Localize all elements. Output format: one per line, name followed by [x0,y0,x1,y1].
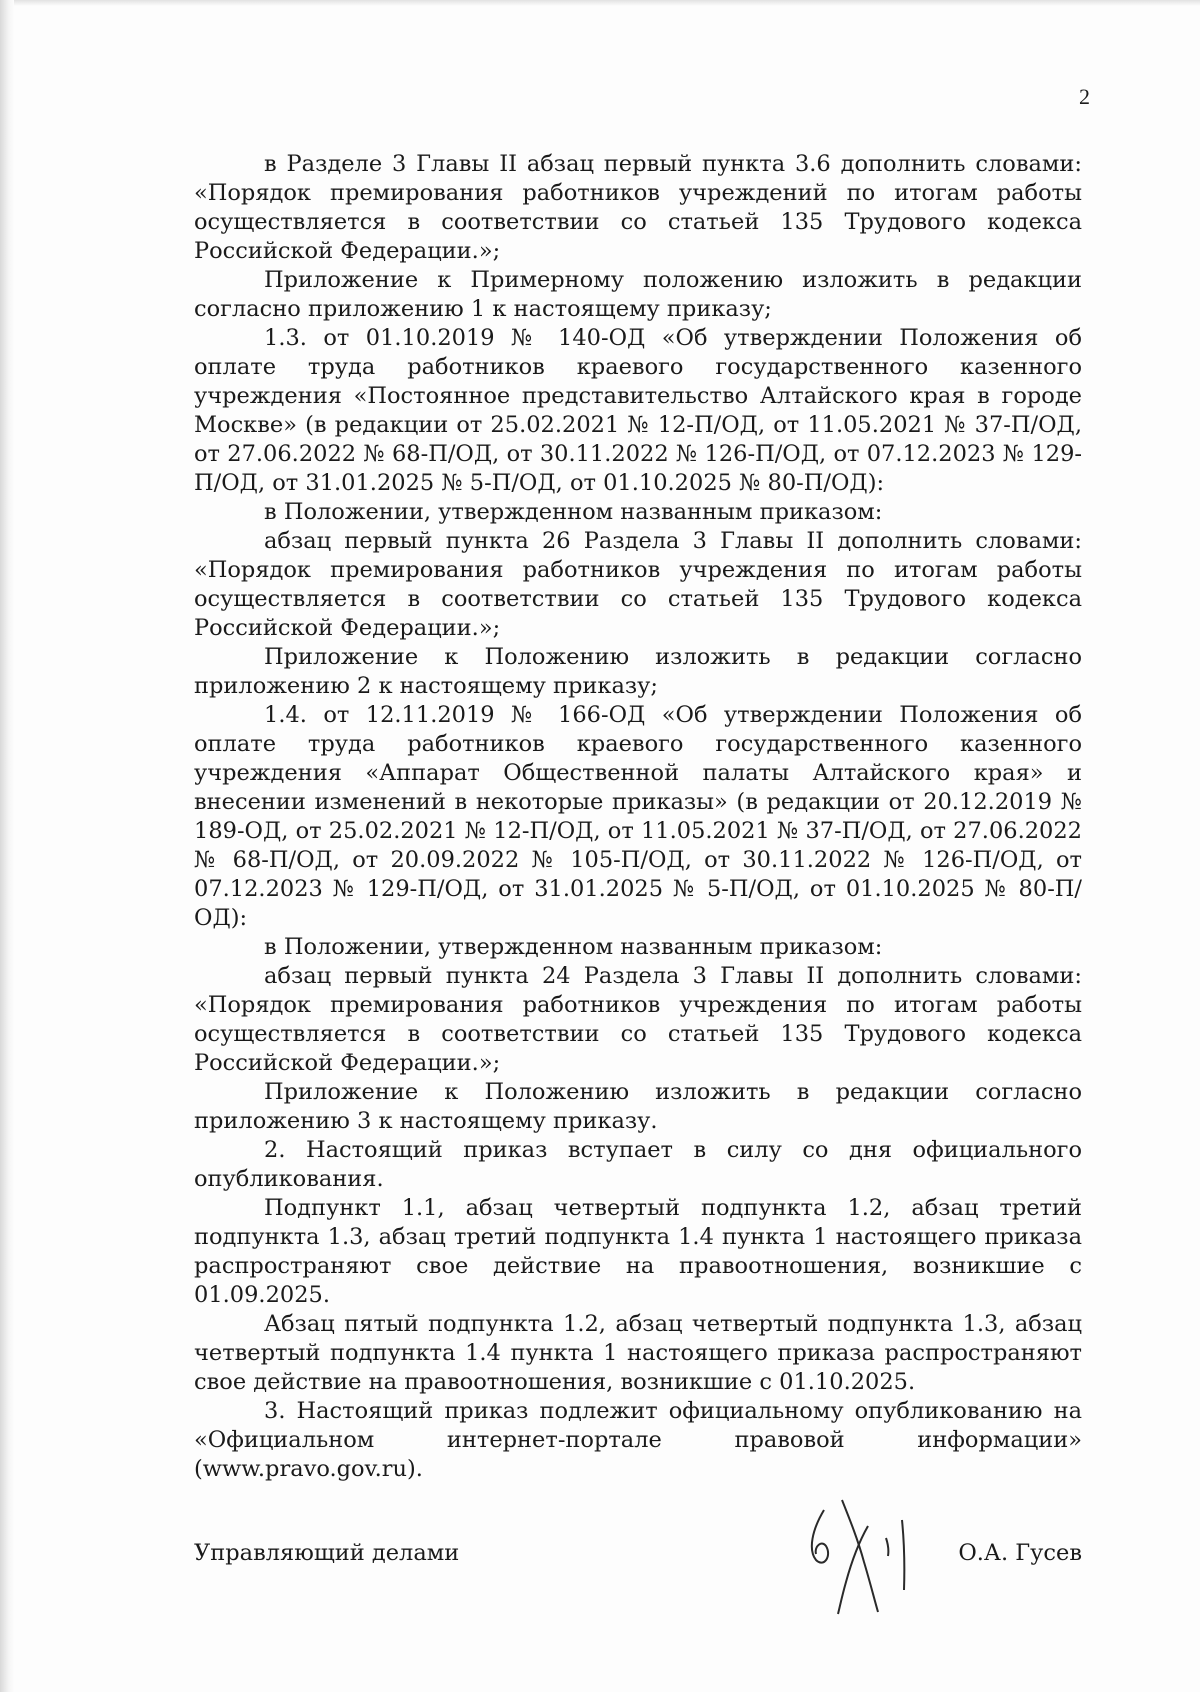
paragraph: Приложение к Положению изложить в редакции согласно приложению 3 к настоящему приказу. [194,1079,1082,1134]
paragraph: абзац первый пункта 24 Раздела 3 Главы II дополнить словами: «Порядок премирования работников учреждения по итогам работы осуществляется в соответствии со статьей 135 Трудового кодекса Российской Федерации.»; [194,963,1082,1076]
handwritten-signature [794,1490,924,1620]
paragraph: Абзац пятый подпункта 1.2, абзац четвертый подпункта 1.3, абзац четвертый подпункта 1.4 пункта 1 настоящего приказа распространяют свое действие на правоотношения, возникшие с 01.10.2025. [194,1311,1082,1395]
paragraph: 1.4. от 12.11.2019 № 166-ОД «Об утверждении Положения об оплате труда работников краевого государственного казенного учреждения «Аппарат Общественной палаты Алтайского края» и внесении изменений в некоторые приказы» (в редакции от 20.12.2019 № 189-ОД, от 25.02.2021 № 12-П/ОД, от 11.05.2021 № 37-П/ОД, от 27.06.2022 № 68-П/ОД, от 20.09.2022 № 105-П/ОД, от 30.11.2022 № 126-П/ОД, от 07.12.2023 № 129-П/ОД, от 31.01.2025 № 5-П/ОД, от 01.10.2025 № 80-П/ОД): [194,702,1082,931]
paragraph: Приложение к Примерному положению изложить в редакции согласно приложению 1 к настоящему приказу; [194,267,1082,322]
scan-edge-left [0,0,14,1692]
paragraph: в Положении, утвержденном названным приказом: [264,499,883,525]
paragraph: Приложение к Положению изложить в редакции согласно приложению 2 к настоящему приказу; [194,644,1082,699]
paragraph: в Положении, утвержденном названным приказом: [264,934,883,960]
paragraph: в Разделе 3 Главы II абзац первый пункта 3.6 дополнить словами: «Порядок премирования работников учреждений по итогам работы осуществляется в соответствии со статьей 135 Трудового кодекса Российской Федерации.»; [194,151,1082,264]
paragraph: 1.3. от 01.10.2019 № 140-ОД «Об утверждении Положения об оплате труда работников краевого государственного казенного учреждения «Постоянное представительство Алтайского края в городе Москве» (в редакции от 25.02.2021 № 12-П/ОД, от 11.05.2021 № 37-П/ОД, от 27.06.2022 № 68-П/ОД, от 30.11.2022 № 126-П/ОД, от 07.12.2023 № 129-П/ОД, от 31.01.2025 № 5-П/ОД, от 01.10.2025 № 80-П/ОД): [194,325,1082,496]
signature-block [194,1500,1082,1620]
paragraph: 3. Настоящий приказ подлежит официальному опубликованию на «Официальном интернет-портале правовой информации» (www.pravo.gov.ru). [194,1398,1082,1482]
document-body [194,150,1082,1484]
signer-title: Управляющий делами [194,1540,460,1566]
paragraph: абзац первый пункта 26 Раздела 3 Главы II дополнить словами: «Порядок премирования работников учреждения по итогам работы осуществляется в соответствии со статьей 135 Трудового кодекса Российской Федерации.»; [194,528,1082,641]
paragraph: Подпункт 1.1, абзац четвертый подпункта 1.2, абзац третий подпункта 1.3, абзац третий подпункта 1.4 пункта 1 настоящего приказа распространяют свое действие на правоотношения, возникшие с 01.09.2025. [194,1195,1082,1308]
page-number: 2 [1079,84,1090,109]
paragraph: 2. Настоящий приказ вступает в силу со дня официального опубликования. [194,1137,1082,1192]
scan-edge-top [0,0,1200,6]
signer-name: О.А. Гусев [958,1540,1082,1566]
